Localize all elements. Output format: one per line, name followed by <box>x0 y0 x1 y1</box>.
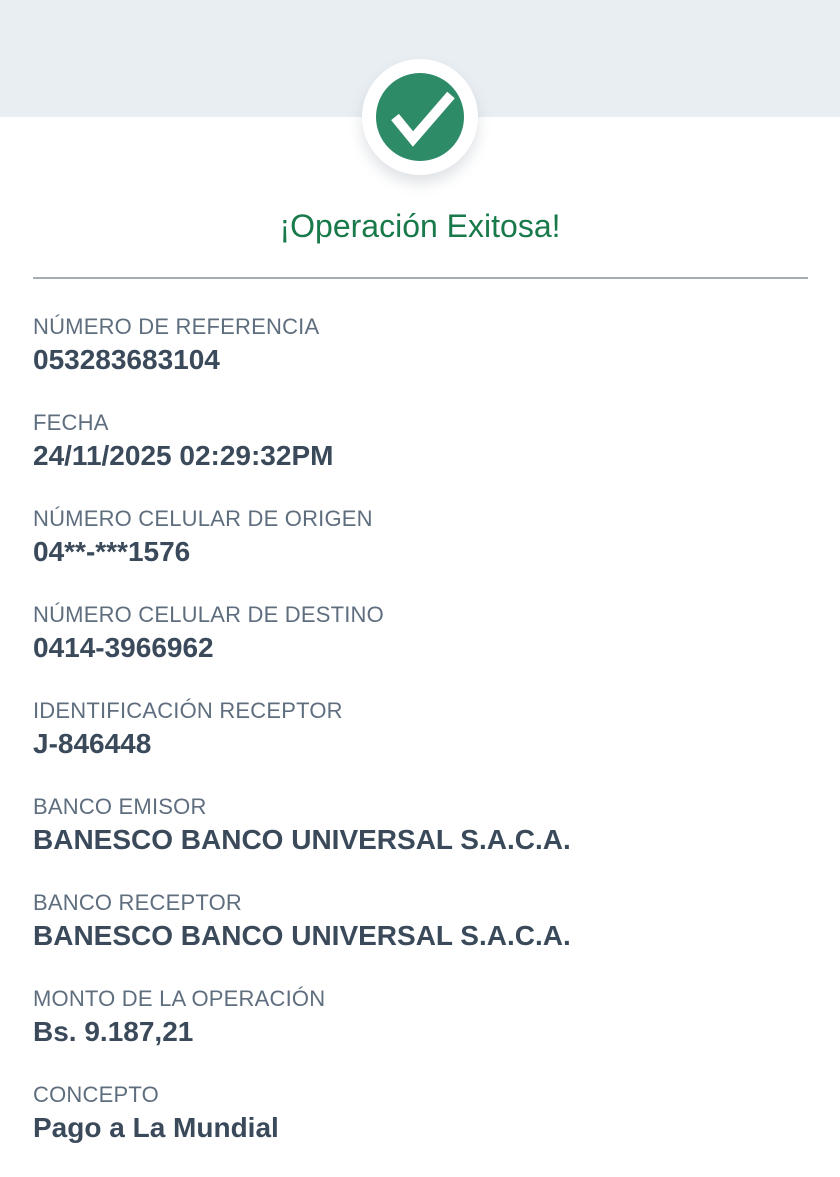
field-amount <box>33 985 807 1081</box>
field-value: Pago a La Mundial <box>33 1112 279 1143</box>
field-value: BANESCO BANCO UNIVERSAL S.A.C.A. <box>33 920 571 951</box>
field-concept <box>33 1081 807 1177</box>
success-badge <box>362 59 478 175</box>
field-date <box>33 409 807 505</box>
field-value: 0414-3966962 <box>33 632 214 663</box>
field-reference-number <box>33 313 807 409</box>
field-destination-phone <box>33 601 807 697</box>
divider <box>33 277 808 279</box>
page-title: ¡Operación Exitosa! <box>279 208 561 244</box>
receipt-fields <box>33 313 807 1177</box>
field-value: 24/11/2025 02:29:32PM <box>33 440 334 471</box>
field-label: CONCEPTO <box>33 1082 159 1107</box>
field-issuing-bank <box>33 793 807 889</box>
field-receiver-id <box>33 697 807 793</box>
field-value: Bs. 9.187,21 <box>33 1016 194 1047</box>
field-label: NÚMERO DE REFERENCIA <box>33 314 320 339</box>
field-label: BANCO EMISOR <box>33 794 207 819</box>
field-value: J-846448 <box>33 728 152 759</box>
field-label: FECHA <box>33 410 109 435</box>
field-origin-phone <box>33 505 807 601</box>
field-label: IDENTIFICACIÓN RECEPTOR <box>33 698 343 723</box>
checkmark-icon <box>376 73 464 161</box>
field-label: MONTO DE LA OPERACIÓN <box>33 986 326 1011</box>
field-value: 04**-***1576 <box>33 536 191 567</box>
success-badge-circle <box>376 73 464 161</box>
field-label: NÚMERO CELULAR DE DESTINO <box>33 602 384 627</box>
field-value: BANESCO BANCO UNIVERSAL S.A.C.A. <box>33 824 571 855</box>
field-value: 053283683104 <box>33 344 220 375</box>
field-label: BANCO RECEPTOR <box>33 890 242 915</box>
field-receiving-bank <box>33 889 807 985</box>
field-label: NÚMERO CELULAR DE ORIGEN <box>33 506 373 531</box>
